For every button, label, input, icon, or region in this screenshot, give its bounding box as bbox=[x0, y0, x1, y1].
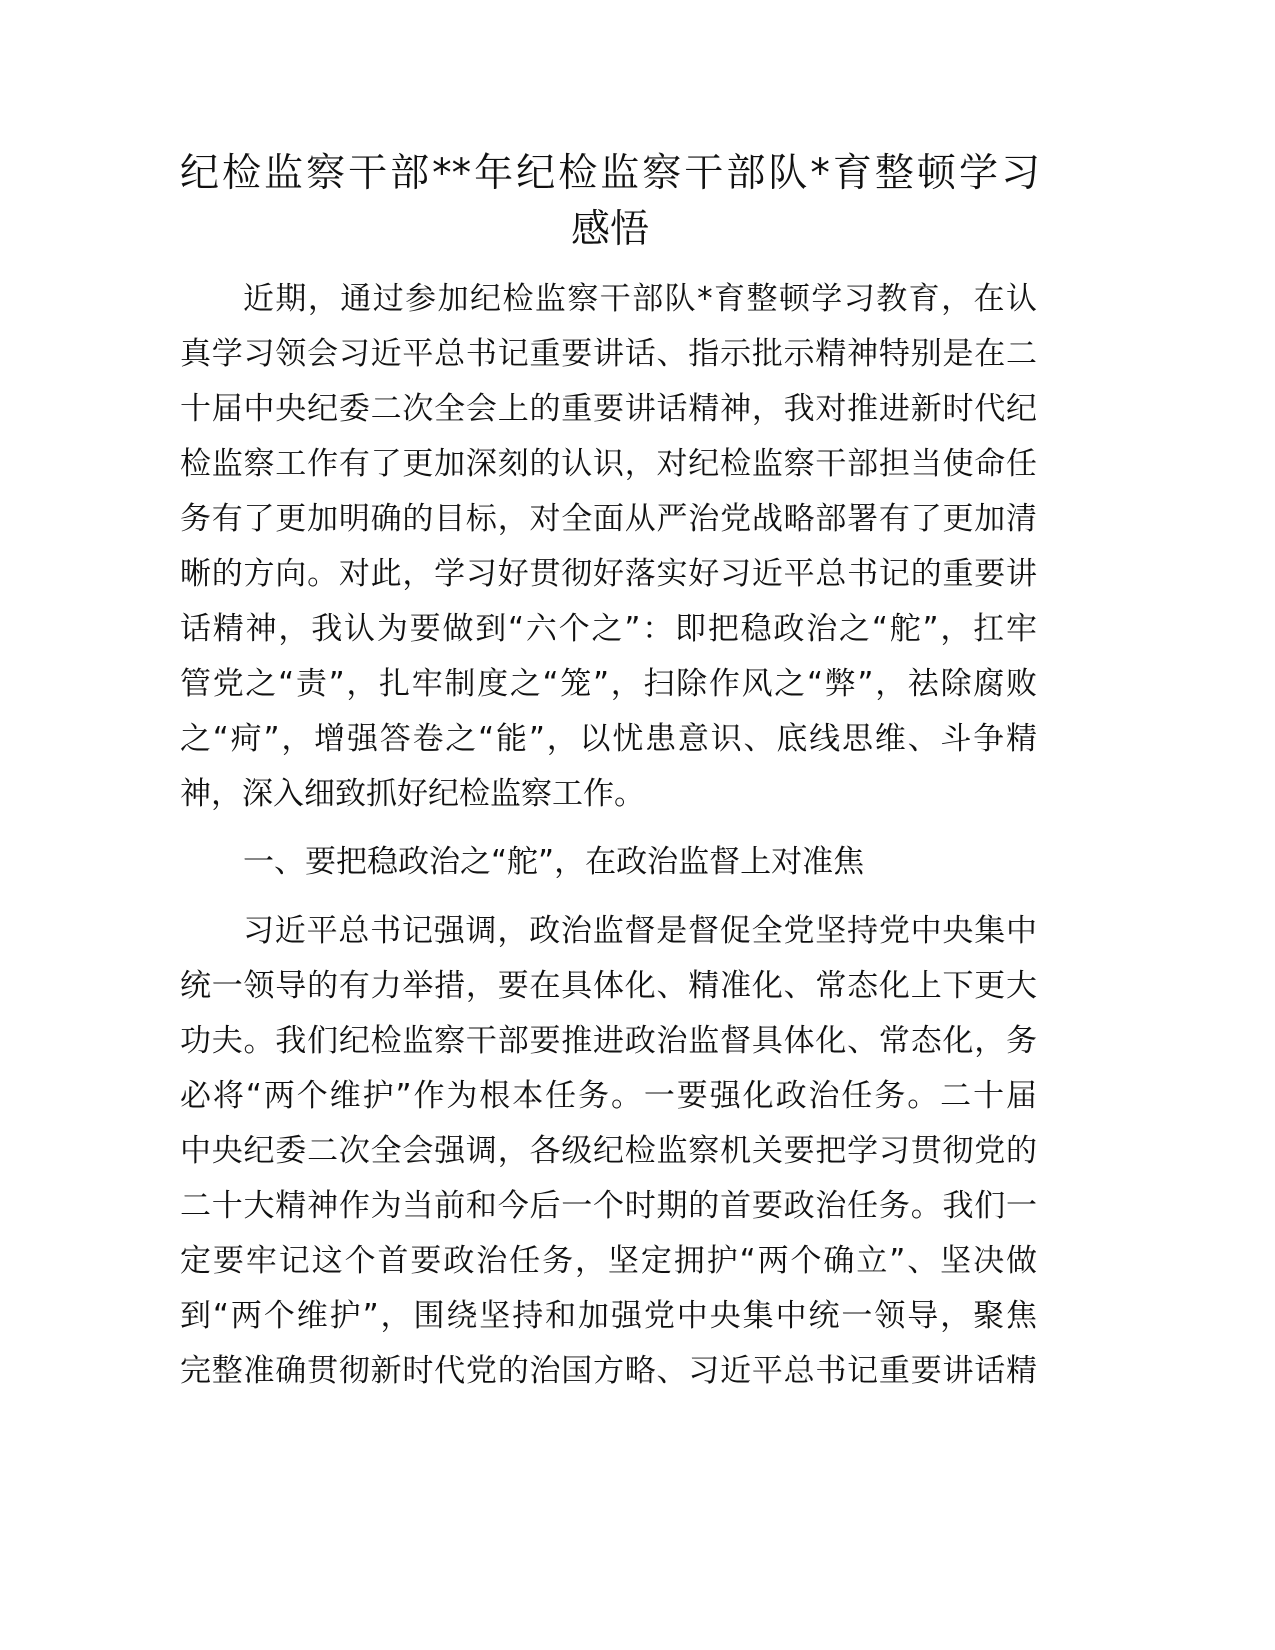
paragraph-1-line: 检监察工作有了更加深刻的认识，对纪检监察干部担当使命任 bbox=[180, 446, 1037, 482]
paragraph-1-line: 真学习领会习近平总书记重要讲话、指示批示精神特别是在二 bbox=[180, 336, 1037, 372]
paragraph-1-line: 话精神，我认为要做到“六个之”：即把稳政治之“舵”，扛牢 bbox=[180, 611, 1037, 647]
paragraph-1-line: 管党之“责”，扎牢制度之“笼”，扫除作风之“弊”，祛除腐败 bbox=[180, 666, 1037, 702]
paragraph-1-line: 近期，通过参加纪检监察干部队*育整顿学习教育，在认 bbox=[243, 281, 1037, 317]
paragraph-2-line: 统一领导的有力举措，要在具体化、精准化、常态化上下更大 bbox=[180, 968, 1037, 1004]
paragraph-1-line: 晰的方向。对此，学习好贯彻好落实好习近平总书记的重要讲 bbox=[180, 556, 1037, 592]
paragraph-1-line: 之“疴”，增强答卷之“能”，以忧患意识、底线思维、斗争精 bbox=[180, 721, 1037, 757]
title-line-2: 感悟 bbox=[570, 207, 649, 252]
paragraph-2-line: 到“两个维护”，围绕坚持和加强党中央集中统一领导，聚焦 bbox=[180, 1298, 1037, 1334]
paragraph-2-line: 二十大精神作为当前和今后一个时期的首要政治任务。我们一 bbox=[180, 1188, 1037, 1224]
paragraph-2-line: 中央纪委二次全会强调，各级纪检监察机关要把学习贯彻党的 bbox=[180, 1133, 1037, 1169]
title-line-1: 纪检监察干部**年纪检监察干部队*育整顿学习 bbox=[180, 151, 1040, 196]
paragraph-1-line: 务有了更加明确的目标，对全面从严治党战略部署有了更加清 bbox=[180, 501, 1037, 537]
section-heading-1: 一、要把稳政治之“舵”，在政治监督上对准焦 bbox=[243, 844, 865, 880]
paragraph-2-line: 习近平总书记强调，政治监督是督促全党坚持党中央集中 bbox=[243, 913, 1037, 949]
paragraph-1-line: 神，深入细致抓好纪检监察工作。 bbox=[180, 776, 645, 812]
paragraph-2-line: 功夫。我们纪检监察干部要推进政治监督具体化、常态化，务 bbox=[180, 1023, 1037, 1059]
paragraph-2-line: 完整准确贯彻新时代党的治国方略、习近平总书记重要讲话精 bbox=[180, 1353, 1037, 1389]
document-title bbox=[180, 146, 1040, 258]
paragraph-2-line: 必将“两个维护”作为根本任务。一要强化政治任务。二十届 bbox=[180, 1078, 1037, 1114]
paragraph-2-line: 定要牢记这个首要政治任务，坚定拥护“两个确立”、坚决做 bbox=[180, 1243, 1037, 1279]
paragraph-1-line: 十届中央纪委二次全会上的重要讲话精神，我对推进新时代纪 bbox=[180, 391, 1037, 427]
